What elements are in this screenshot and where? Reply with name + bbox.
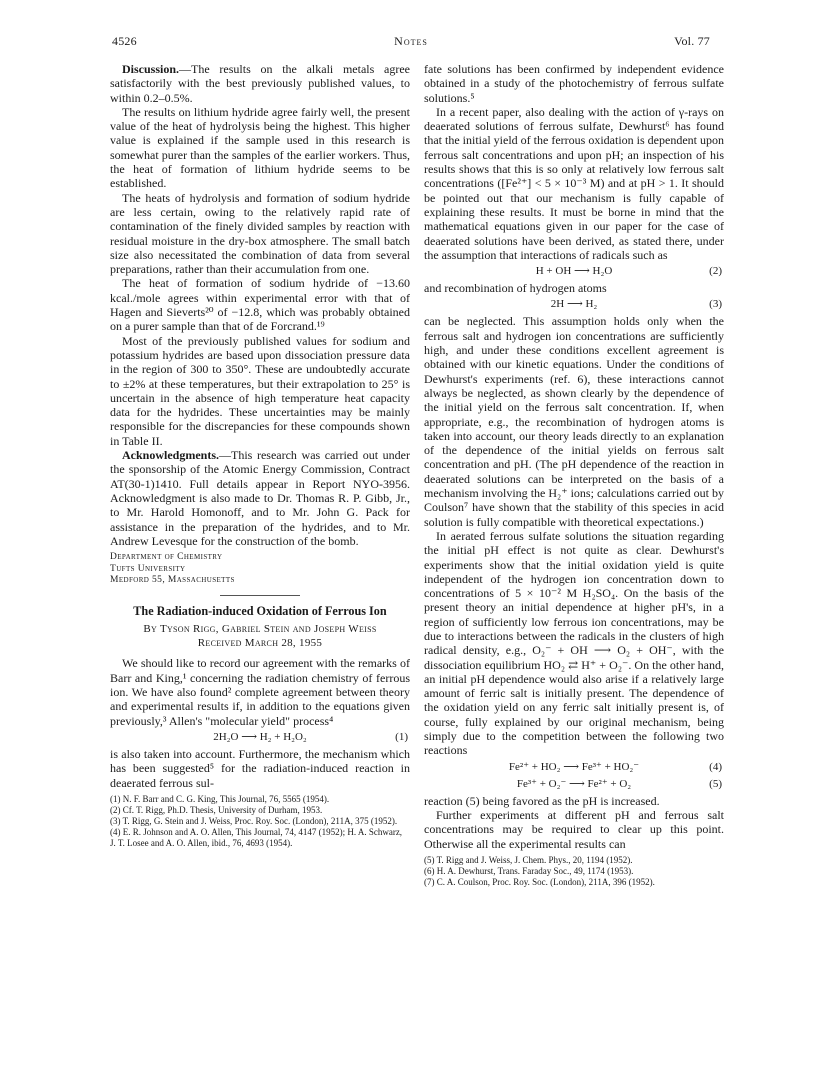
address-line: Medford 55, Massachusetts [110, 575, 235, 586]
footnote: (4) E. R. Johnson and A. O. Allen, This Journal, 74, 4147 (1952); H. A. Schwarz, J. T. Losee and A. O. Allen, ibid., 76, 4693 (1954). [110, 826, 403, 848]
equation-number: (5) [709, 777, 722, 790]
equation-formula: Fe³⁺ + O₂⁻ ⟶ Fe²⁺ + O₂ [516, 777, 632, 790]
body-paragraph: In aerated ferrous sulfate solutions the situation regarding the initial pH effect is not quite as clear. Dewhurst's experiments show that the initial oxidation yield is quite independent of the hydrogen ion concentration down to concentrations of 5 × 10⁻² M H₂SO₄. On the basis of the present theory an initial dependence at higher pH's, in a region of sufficiently low ferrous ion concentrations, may be due to interactions between the radicals in the clusters of high radical density, e.g., O₂⁻ + OH ⟶ O₂ + OH⁻, with the dissociation equilibrium HO₂ ⇄ H⁺ + O₂⁻. On the other hand, an initial pH dependence would also arise if a relatively large amount of ferric salt is initially present. The dependence of the oxidation yield on any ferric salt initially present is, of course, fully explained by our original mechanism, being simply due to the competition between the following two reactions [424, 528, 724, 758]
right-column [424, 62, 724, 888]
page-header [112, 34, 710, 50]
equation-number: (1) [395, 730, 408, 743]
footnote: (3) T. Rigg, G. Stein and J. Weiss, Proc. Roy. Soc. (London), 211A, 375 (1952). [110, 815, 398, 826]
received-date: Received March 28, 1955 [197, 637, 323, 650]
equation-formula: Fe²⁺ + HO₂ ⟶ Fe³⁺ + HO₂⁻ [508, 760, 640, 773]
author-address [110, 552, 410, 587]
footnote: (2) Cf. T. Rigg, Ph.D. Thesis, University of Durham, 1953. [110, 804, 323, 815]
footnotes [424, 855, 724, 888]
footnote: (1) N. F. Barr and C. G. King, This Journal, 76, 5565 (1954). [110, 793, 330, 804]
article-authors: By Tyson Rigg, Gabriel Stein and Joseph Weiss [143, 622, 377, 635]
body-paragraph: can be neglected. This assumption holds only when the ferrous salt and hydrogen ion concentrations are sufficiently high, and under these conditions excellent agreement is obtained with our kinetic equations. Under the conditions of Dewhurst's experiments (ref. 6), these interactions cannot always be neglected, as shown clearly by the dependence of the initial yield on the ferrous salt concentration. If, when appropriate, e.g., the recombination of hydrogen atoms is taken into account, our theory leads directly to an explanation of the dependence of the initial yields on ferrous salt concentration and pH. (The pH dependence of the reaction in deaerated solutions can be interpreted on the basis of a mechanism involving the H₂⁺ ions; calculations carried out by Coulson⁷ have shown that the stability of this species in acid solution is fully compatible with theoretical expectations.) [424, 314, 724, 529]
equation-formula: 2H ⟶ H₂ [550, 298, 598, 311]
equation-4 [424, 760, 724, 775]
footnote: (7) C. A. Coulson, Proc. Roy. Soc. (London), 211A, 396 (1952). [424, 876, 655, 887]
equation-3 [424, 297, 724, 312]
body-paragraph: is also taken into account. Furthermore, the mechanism which has been suggested⁵ for the radiation-induced reaction in deaerated ferrous sul- [110, 746, 410, 790]
equation-formula: H + OH ⟶ H₂O [535, 265, 613, 278]
volume-label: Vol. 77 [674, 34, 710, 48]
article-title: The Radiation-induced Oxidation of Ferrous Ion [133, 603, 387, 618]
body-paragraph: In a recent paper, also dealing with the action of γ-rays on deaerated solutions of ferrous sulfate, Dewhurst⁶ has found that the initial yield of the ferrous oxidation is dependent upon ferrous salt concentrations and upon pH; an inspection of his results shows that this is so only at relatively low ferrous salt concentrations ([Fe²⁺] < 5 × 10⁻³ M) and at pH > 1. It should be pointed out that our mechanism is fully capable of explaining these results. It must be borne in mind that the mathematical equations given in our paper for the case of deaerated solutions have been derived, as stated there, under the assumption that interactions of radicals such as [424, 104, 724, 262]
discussion-heading: Discussion. [122, 62, 180, 76]
acknowledgments-paragraph: Acknowledgments.—This research was carried out under the sponsorship of the Atomic Energy Commission, Contract AT(30-1)1410. Full details appear in Report NYO-3956. Acknowledgment is also made to Dr. Thomas R. P. Gibb, Jr., to Mr. Harold Homonoff, and to Mr. John G. Pack for assistance in the preparation of the hydrides, and to Mr. Andrew Levesque for the construction of the bomb. [110, 448, 410, 548]
equation-formula: 2H₂O ⟶ H₂ + H₂O₂ [213, 730, 307, 743]
body-paragraph: The heat of formation of sodium hydride of −13.60 kcal./mole agrees within experimental error with that of Hagen and Sieverts²⁰ of −12.8, which was probably obtained on a purer sample than that of de Forcrand.¹⁹ [110, 276, 410, 334]
section-divider [220, 595, 300, 596]
equation-number: (4) [709, 760, 722, 773]
footnotes [110, 794, 410, 849]
address-line: Tufts University [110, 563, 186, 574]
discussion-paragraph: Discussion.—The results on the alkali metals agree satisfactorily with the best previously published values, to within 0.2–0.5%. [110, 62, 410, 105]
equation-5 [424, 777, 724, 792]
equation-number: (2) [709, 265, 722, 278]
body-paragraph: fate solutions has been confirmed by independent evidence obtained in a study of the photochemistry of ferrous sulfate solutions.⁵ [424, 62, 724, 105]
body-paragraph: The heats of hydrolysis and formation of sodium hydride are less certain, owing to the relatively rapid rate of contamination of the finely divided samples by reaction with residual moisture in the dry-box atmosphere. The small batch size also necessitated the combination of data from several preparations, rather than their accumulation from one. [110, 190, 410, 277]
footnote: (6) H. A. Dewhurst, Trans. Faraday Soc., 49, 1174 (1953). [424, 865, 634, 876]
footnote: (5) T. Rigg and J. Weiss, J. Chem. Phys., 20, 1194 (1952). [424, 854, 633, 865]
body-paragraph: Further experiments at different pH and ferrous salt concentrations may be required to clear up this point. Otherwise all the experimental results can [424, 807, 724, 851]
body-paragraph: We should like to record our agreement with the remarks of Barr and King,¹ concerning the radiation chemistry of ferrous ion. We have also found² complete agreement between theory and experimental results if, in addition to the equations given previously,³ Allen's "molecular yield" process⁴ [110, 656, 410, 728]
equation-number: (3) [709, 298, 722, 311]
equation-1 [110, 730, 410, 745]
body-paragraph: reaction (5) being favored as the pH is increased. [424, 793, 660, 808]
body-paragraph: Most of the previously published values for sodium and potassium hydrides are based upon dissociation pressure data in the region of 300 to 350°. These are undoubtedly accurate to ±2% at these temperatures, but their extrapolation to 25° is uncertain in the absence of high temperature heat capacity data for the hydrides. These uncertainties may be mainly responsible for the discrepancies for these compounds shown in Table II. [110, 333, 410, 448]
body-paragraph: and recombination of hydrogen atoms [424, 281, 607, 296]
equation-2 [424, 264, 724, 279]
page-number: 4526 [112, 34, 137, 48]
left-column [110, 62, 410, 849]
address-line: Department of Chemistry [110, 552, 223, 563]
body-paragraph: The results on lithium hydride agree fairly well, the present value of the heat of hydrolysis being the highest. This higher value is explained if the sample used in this research is somewhat purer than the samples of the earlier workers. Thus, the heat of formation of lithium hydride seems to be established. [110, 104, 410, 191]
running-head: Notes [394, 34, 428, 48]
acknowledgments-heading: Acknowledgments. [122, 448, 220, 463]
